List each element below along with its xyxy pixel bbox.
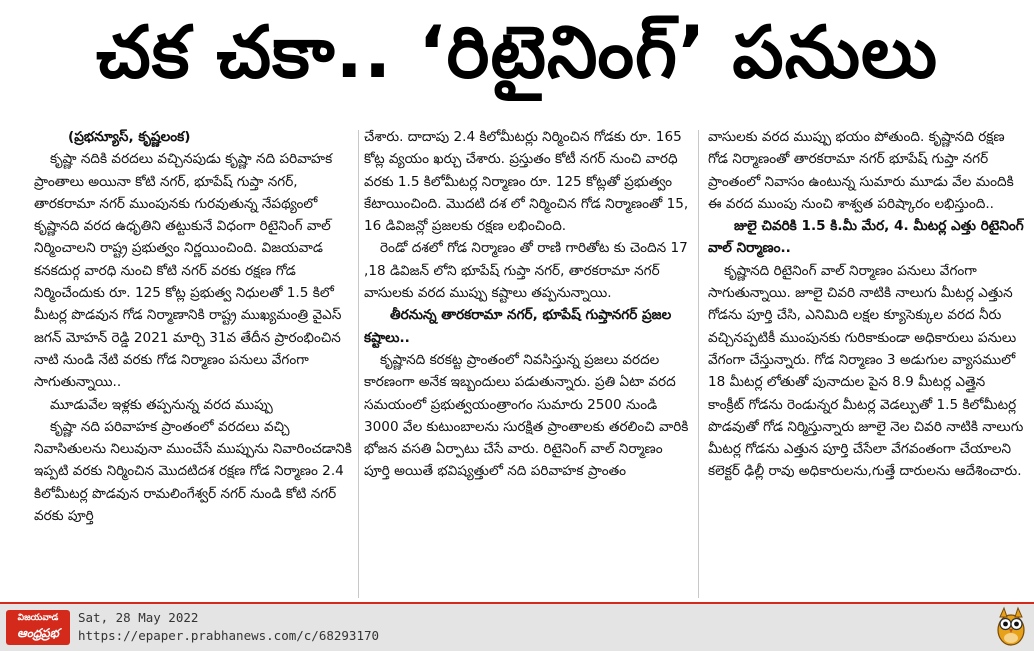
article-paragraph: కృష్ణా నదికి వరదలు వచ్చినపుడు కృష్ణా నది పరివాహక ప్రాంతాలు అయినా కోటి నగర్, భూపేష్ గుప్తా నగర్, తారకరామా నగర్ ముంపునకు గురవుతున్న నేపథ్యంలో కృష్ణానది వరద ఉధృతిని తట్టుకునే విధంగా రిటైనింగ్ వాల్ నిర్మించాలని రాష్ట్ర ప్రభుత్వం నిర్ణయించింది. విజయవాడ కనకదుర్గ వారధి నుంచి కోటి నగర్ వరకు రక్షణ గోడ నిర్మించేందుకు రూ. 125 కోట్ల ప్రభుత్వ నిధులతో 1.5 కిలో మీటర్ల పొడవున గోడ నిర్మాణానికి రాష్ట్ర ముఖ్యమంత్రి వైఎస్ జగన్ మోహన్ రెడ్డి 2021 మార్చి 31వ తేదీన ప్రారంభించిన నాటి నుండి నేటి వరకు గోడ నిర్మాణం పనులు వేగంగా సాగుతున్నాయి.. <box>34 151 342 391</box>
article-paragraph: వాసులకు వరద ముప్పు భయం పోతుంది. కృష్ణానది రక్షణ గోడ నిర్మాణంతో తారకరామా నగర్ భూపేష్ గుప్తా నగర్ ప్రాంతంలో నివాసం ఉంటున్న సుమారు మూడు వేల మందికి ఈ వరద ముంపు నుంచి శాశ్వత పరిష్కారం లభిస్తుంది.. <box>708 129 1014 212</box>
logo-name: ఆంధ్రప్రభ <box>17 626 59 640</box>
epaper-url-link[interactable]: https://epaper.prabhanews.com/c/68293170 <box>78 628 380 643</box>
article-paragraph: కృష్ణానది రిటైనింగ్ వాల్ నిర్మాణం పనులు వేగంగా సాగుతున్నాయి. జూలై చివరి నాటికి నాలుగు మీటర్ల ఎత్తున గోడను పూర్తి చేసి, ఎనిమిది లక్షల క్యూసెక్కుల వరద నీరు వచ్చినప్పటికీ ముంపునకు గురికాకుండా అధికారులు పనులు వేగంగా చేస్తున్నారు. గోడ నిర్మాణం 3 అడుగుల వ్యాసములో 18 మీటర్ల లోతుతో పునాదుల పైన 8.9 మీటర్ల ఎత్తైన కాంక్రీట్ గోడను రెండున్నర మీటర్ల వెడల్పుతో 1.5 కిలోమీటర్ల పొడవుతో గోడ నిర్మిస్తున్నారు జూలై నెల చివరి నాటికి నాలుగు మీటర్ల గోడను ఎత్తున పూర్తి చేసేలా వేగవంతంగా చేయాలని కలెక్టర్ ఢిల్లీ రావు అధికారులను,గుత్తే దారులను ఆదేశించారు. <box>708 262 1024 480</box>
article-paragraph: కృష్ణానది కరకట్ట ప్రాంతంలో నివసిస్తున్న ప్రజలు వరదల కారణంగా అనేక ఇబ్బందులు పడుతున్నారు. ప్రతి ఏటా వరద సమయంలో ప్రభుత్వయంత్రాంగం సుమారు 2500 నుండి 3000 వేల కుటుంబాలను సురక్షిత ప్రాంతాలకు తరలించి వారికి భోజన వసతి ఏర్పాటు చేసే వారు. రిటైనింగ్ వాల్ నిర్మాణం పూర్తి అయితే భవిష్యత్తులో నది పరివాహక ప్రాంతం <box>364 351 689 480</box>
headline: చక చకా.. ‘రిటైనింగ్’ పనులు <box>96 10 938 94</box>
epaper-footer <box>0 602 1034 651</box>
footer-accent-line <box>0 602 1034 604</box>
logo-city: విజయవాడ <box>17 613 59 623</box>
article-paragraph: రెండో దశలో గోడ నిర్మాణం తో రాణి గారితోట కు చెందిన 17 ,18 డివిజన్ లోని భూపేష్ గుప్తా నగర్, తారకరామా నగర్ వాసులకు వరద ముప్పు కష్టాలు తప్పనున్నాయి. <box>364 240 688 302</box>
article-paragraph: మూడువేల ఇళ్లకు తప్పనున్న వరద ముప్పు <box>50 396 273 413</box>
article-subheading: తీరనున్న తారకరామా నగర్, భూపేష్ గుప్తానగర్ ప్రజల కష్టాలు.. <box>364 307 672 346</box>
article-column-3 <box>708 126 1024 602</box>
article-subheading: జులై చివరికి 1.5 కి.మీ మేర, 4. మీటర్ల ఎత్తు రిటైనింగ్ వాల్ నిర్మాణం.. <box>708 218 1024 257</box>
edition-date: Sat, 28 May 2022 <box>78 610 199 625</box>
article-paragraph: చేశారు. దాదాపు 2.4 కిలోమీటర్లు నిర్మించిన గోడకు రూ. 165 కోట్ల వ్యయం ఖర్చు చేశారు. ప్రస్తుతం కోటీ నగర్ నుంచి వారధి వరకు 1.5 కిలోమీటర్ల నిర్మాణం రూ. 125 కోట్లతో ప్రభుత్వం కేటాయించింది. మొదటి దశ లో నిర్మించిన గోడ నిర్మాణంతో 15, 16 డివిజన్లో ప్రజలకు రక్షణ లభించింది. <box>364 129 689 235</box>
article-paragraph: కృష్ణా నది పరివాహక ప్రాంతంలో వరదలు వచ్చి నివాసితులను నిలువునా ముంచేసే ముప్పును నివారించడానికి ఇప్పటి వరకు నిర్మించిన మొదటిదశ రక్షణ గోడ నిర్మాణం 2.4 కిలోమీటర్ల పొడవున రామలింగేశ్వర్ నగర్ నుండి కోటి నగర్ వరకు పూర్తి <box>34 418 352 525</box>
article-column-1 <box>34 126 356 602</box>
owl-icon <box>994 605 1028 647</box>
newspaper-logo[interactable] <box>6 610 70 645</box>
article-column-2 <box>364 126 690 602</box>
article-dateline: (ప్రభన్యూస్, కృష్ణలంక) <box>68 129 191 145</box>
article-body <box>0 126 1034 602</box>
